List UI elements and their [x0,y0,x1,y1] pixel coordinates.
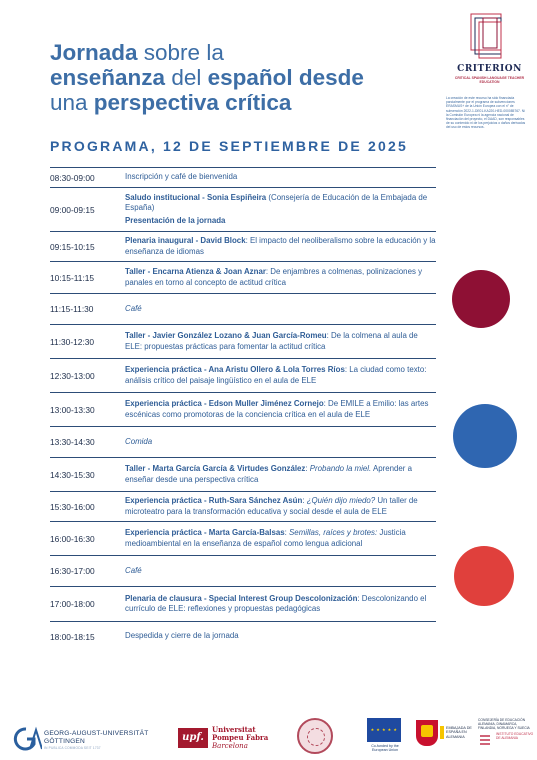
program-time: 09:15-10:15 [50,241,95,252]
program-row [50,358,436,392]
program-time: 13:30-14:30 [50,437,95,447]
title-word: una [50,90,94,115]
goettingen-name: GEORG-AUGUST-UNIVERSITÄT [44,730,149,737]
program-row [50,555,436,586]
program-subline: Presentación de la jornada [125,215,226,225]
funding-disclaimer: La creación de este recurso ha sido financiada parcialmente por el programa de subvenciones ERASMUS+ de la Unión Europea con el n° de subvención 2022-1-DE01-KA220-HED-000085767. Ni la Comisión Europea ni la agencia nacional de financiación del proyecto, el DAAD, son responsables de su contenido ni de los perjuicios o daños derivados del uso de estos recursos. [446,96,526,130]
program-row [50,621,436,651]
consejeria-sublabel: INSTITUTO EDUCATIVO DE ALEMANIA [496,732,534,740]
program-description: Experiencia práctica - Ana Aristu Ollero & Lola Torres Ríos: La ciudad como texto: análisis crítico del paisaje lingüístico en el aula de ELE [125,365,427,385]
upf-logo-mark: upf. [178,728,208,748]
program-break-label: Café [125,303,142,313]
footer-logos [0,712,537,760]
title-word: perspectiva crítica [93,90,292,115]
goettingen-logo [44,730,148,750]
program-break-label: Comida [125,436,153,446]
goettingen-logo-icon [12,726,42,752]
program-time: 17:00-18:00 [50,599,95,609]
upf-logo [212,726,268,750]
program-time: 13:00-13:30 [50,404,95,415]
program-italic-title: Semillas, raíces y brotes: [289,528,378,538]
program-time: 10:15-11:15 [50,272,95,283]
program-break-label: Café [125,565,142,575]
program-row [50,231,436,261]
program-speaker: Experiencia práctica - Edson Muller Jiménez Cornejo [125,399,324,409]
program-speaker: Experiencia práctica - Ana Aristu Ollero & Lola Torres Ríos [125,365,345,375]
criterion-logo-icon [467,12,507,60]
program-row [50,426,436,457]
title-word: enseñanza [50,65,166,90]
title-word: del [165,65,208,90]
consejeria-label: CONSEJERÍA DE EDUCACIÓN ALEMANIA, DINAMARCA, FINLANDIA, NORUEGA Y SUECIA [478,718,530,730]
decorative-circle [452,270,510,328]
decorative-circle [453,404,517,468]
decorative-circle [454,546,514,606]
program-time: 12:30-13:00 [50,370,95,381]
university-seal-icon [297,718,333,754]
program-time: 09:00-09:15 [50,204,95,215]
spain-shield-icon [416,720,438,746]
program-italic-title: Probando la miel. [309,464,372,474]
upf-city: Barcelona [212,742,248,750]
program-speaker: Saludo institucional - Sonia Espiñeira [125,193,267,203]
goettingen-motto: IN PUBLICA COMMODA SEIT 1737 [44,746,101,750]
title-word: Jornada [50,40,138,65]
program-time: 14:30-15:30 [50,469,95,480]
program-row [50,261,436,293]
consejeria-mark-icon [478,734,492,746]
program-description: Despedida y cierre de la jornada [125,631,239,641]
program-row [50,457,436,491]
program-schedule [50,167,436,651]
title-word: sobre la [137,40,224,65]
program-description: Experiencia práctica - Marta García-Balsas: Semillas, raíces y brotes: Justicia medioambiental en la enseñanza de español como lengua adicional [125,528,406,548]
program-row [50,324,436,358]
program-italic-title: ¿Quién dijo miedo? [306,496,376,506]
program-row [50,187,436,231]
program-description: Plenaria de clausura - Special Interest Group Descolonización: Descolonizando el currículo de ELE: reflexiones y propuestas pedagógicas [125,593,427,613]
program-row [50,293,436,324]
program-time: 11:15-11:30 [50,304,94,314]
program-description: Experiencia práctica - Ruth-Sara Sánchez Asún: ¿Quién dijo miedo? Un taller de microteatro para la transformación educativa y social desde el aula de ELE [125,496,418,516]
program-row [50,586,436,621]
program-date-heading: PROGRAMA, 12 DE SEPTIEMBRE DE 2025 [50,138,408,154]
program-time: 18:00-18:15 [50,631,95,642]
program-description: Taller - Javier González Lozano & Juan García-Romeu: De la colmena al aula de ELE: propuestas prácticas para fomentar la actitud crítica [125,331,418,351]
spain-embassy-label: EMBAJADA DE ESPAÑA EN ALEMANIA [440,726,474,739]
program-description: Saludo institucional - Sonia Espiñeira (Consejería de Educación de la Embajada de España) Presentación de la jornada [125,190,436,229]
program-speaker: Experiencia práctica - Ruth-Sara Sánchez Asún [125,496,303,506]
page-title [50,40,410,115]
program-speaker: Experiencia práctica - Marta García-Balsas [125,528,285,538]
program-speaker: Taller - Encarna Atienza & Joan Aznar [125,267,266,277]
program-speaker: Taller - Javier González Lozano & Juan García-Romeu [125,331,327,341]
title-word: español desde [207,65,364,90]
eu-flag-icon: ★ ★ ★ ★ ★ [367,718,401,742]
program-description: Plenaria inaugural - David Block: El impacto del neoliberalismo sobre la educación y la enseñanza de idiomas [125,236,436,256]
logo-wordmark: CRITERION [457,64,522,74]
program-row [50,491,436,521]
eu-cofunded-label: Co-funded by the European Union [371,744,399,753]
program-speaker: Plenaria inaugural - David Block [125,236,246,246]
program-row [50,392,436,426]
program-description [125,563,436,579]
program-time: 16:00-16:30 [50,533,95,544]
program-description: Inscripción y café de bienvenida [125,172,238,182]
program-row [50,521,436,555]
program-speaker: Plenaria de clausura - Special Interest Group Descolonización [125,593,358,603]
program-description [125,301,436,317]
program-description: Taller - Marta García García & Virtudes González: Probando la miel. Aprender a enseñar desde una perspectiva crítica [125,464,413,484]
program-row [50,167,436,187]
program-time: 15:30-16:00 [50,501,95,512]
program-description: Experiencia práctica - Edson Muller Jiménez Cornejo: De EMILE a Emilio: las artes escénicas como promotoras de la conciencia crítica en el aula de ELE [125,399,429,419]
program-description: Taller - Encarna Atienza & Joan Aznar: De enjambres a colmenas, polinizaciones y panales en torno al concepto de actitud crítica [125,267,423,287]
program-time: 16:30-17:00 [50,566,95,576]
program-description [125,434,436,450]
logo-tagline: CRITICAL SPANISH LANGUAGE TEACHER EDUCATION [454,76,525,84]
goettingen-city: GÖTTINGEN [44,738,85,745]
program-time: 11:30-12:30 [50,336,95,347]
upf-name-1: Universitat [212,725,256,734]
criterion-logo [452,12,527,92]
upf-name-2: Pompeu Fabra [212,733,269,742]
program-time: 08:30-09:00 [50,172,95,183]
program-speaker: Taller - Marta García García & Virtudes González [125,464,306,474]
